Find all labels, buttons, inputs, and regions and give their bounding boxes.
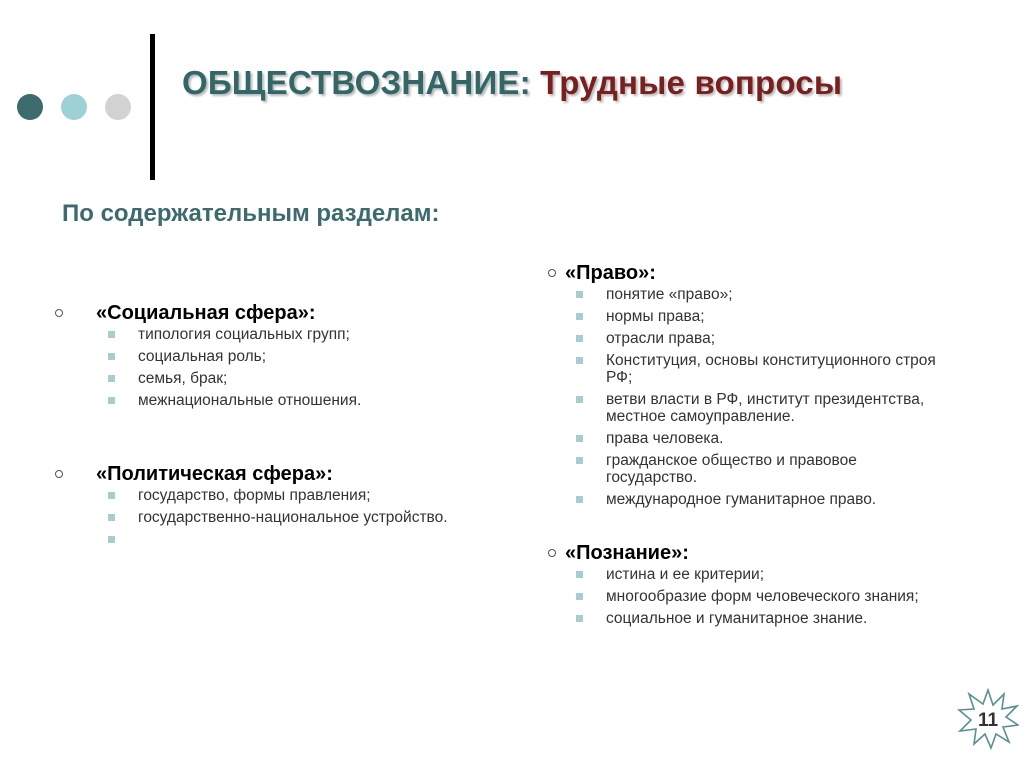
dot-light-icon xyxy=(105,94,131,120)
square-bullet-icon xyxy=(576,357,583,364)
list-item: отрасли права; xyxy=(606,330,978,347)
list-item: международное гуманитарное право. xyxy=(606,491,978,508)
title-divider xyxy=(150,34,155,180)
square-bullet-icon xyxy=(108,397,115,404)
item-list xyxy=(138,487,525,548)
list-item: понятие «право»; xyxy=(606,286,978,303)
section-heading-text: «Социальная сфера»: xyxy=(96,302,316,324)
item-list xyxy=(606,566,936,627)
section-heading-text: «Познание»: xyxy=(565,542,689,564)
square-bullet-icon xyxy=(576,291,583,298)
list-item xyxy=(138,531,525,548)
title-secondary: Трудные вопросы xyxy=(540,64,843,101)
square-bullet-icon xyxy=(108,536,115,543)
section-heading xyxy=(55,302,495,328)
square-bullet-icon xyxy=(108,353,115,360)
section-heading xyxy=(548,542,988,568)
ring-bullet-icon xyxy=(55,470,63,478)
section-heading-text: «Политическая сфера»: xyxy=(96,463,333,485)
section-heading-text: «Право»: xyxy=(565,262,656,284)
list-item: социальное и гуманитарное знание. xyxy=(606,610,936,627)
slide-subtitle: По содержательным разделам: xyxy=(62,200,440,227)
list-item: многообразие форм человеческого знания; xyxy=(606,588,926,605)
list-item: нормы права; xyxy=(606,308,978,325)
dot-mid-icon xyxy=(61,94,87,120)
section-political xyxy=(55,463,525,553)
slide-title xyxy=(182,64,842,102)
section-cognition xyxy=(548,542,988,632)
list-item: государственно-национальное устройство. xyxy=(138,509,525,526)
page-number: 11 xyxy=(977,710,999,731)
list-item: государство, формы правления; xyxy=(138,487,525,504)
square-bullet-icon xyxy=(108,331,115,338)
section-heading xyxy=(548,262,988,288)
square-bullet-icon xyxy=(576,435,583,442)
square-bullet-icon xyxy=(576,335,583,342)
list-item: ветви власти в РФ, институт президентства, местное самоуправление. xyxy=(606,391,978,425)
ring-bullet-icon xyxy=(55,309,63,317)
title-primary: ОБЩЕСТВОЗНАНИЕ: xyxy=(182,64,531,101)
section-social xyxy=(55,302,495,414)
square-bullet-icon xyxy=(108,514,115,521)
list-item: межнациональные отношения. xyxy=(138,392,495,409)
square-bullet-icon xyxy=(576,496,583,503)
list-item: социальная роль; xyxy=(138,348,495,365)
ring-bullet-icon xyxy=(548,269,556,277)
item-list xyxy=(138,326,495,409)
list-item: гражданское общество и правовое государство. xyxy=(606,452,916,486)
list-item: права человека. xyxy=(606,430,978,447)
square-bullet-icon xyxy=(576,593,583,600)
square-bullet-icon xyxy=(576,571,583,578)
dot-dark-icon xyxy=(17,94,43,120)
square-bullet-icon xyxy=(576,615,583,622)
square-bullet-icon xyxy=(576,313,583,320)
page-number-badge xyxy=(957,688,1019,750)
section-law xyxy=(548,262,988,513)
square-bullet-icon xyxy=(576,396,583,403)
list-item: Конституция, основы конституционного строя РФ; xyxy=(606,352,951,386)
list-item: истина и ее критерии; xyxy=(606,566,936,583)
section-heading xyxy=(55,463,525,489)
ring-bullet-icon xyxy=(548,549,556,557)
square-bullet-icon xyxy=(108,492,115,499)
list-item: типология социальных групп; xyxy=(138,326,495,343)
square-bullet-icon xyxy=(108,375,115,382)
list-item: семья, брак; xyxy=(138,370,495,387)
square-bullet-icon xyxy=(576,457,583,464)
item-list xyxy=(606,286,978,508)
